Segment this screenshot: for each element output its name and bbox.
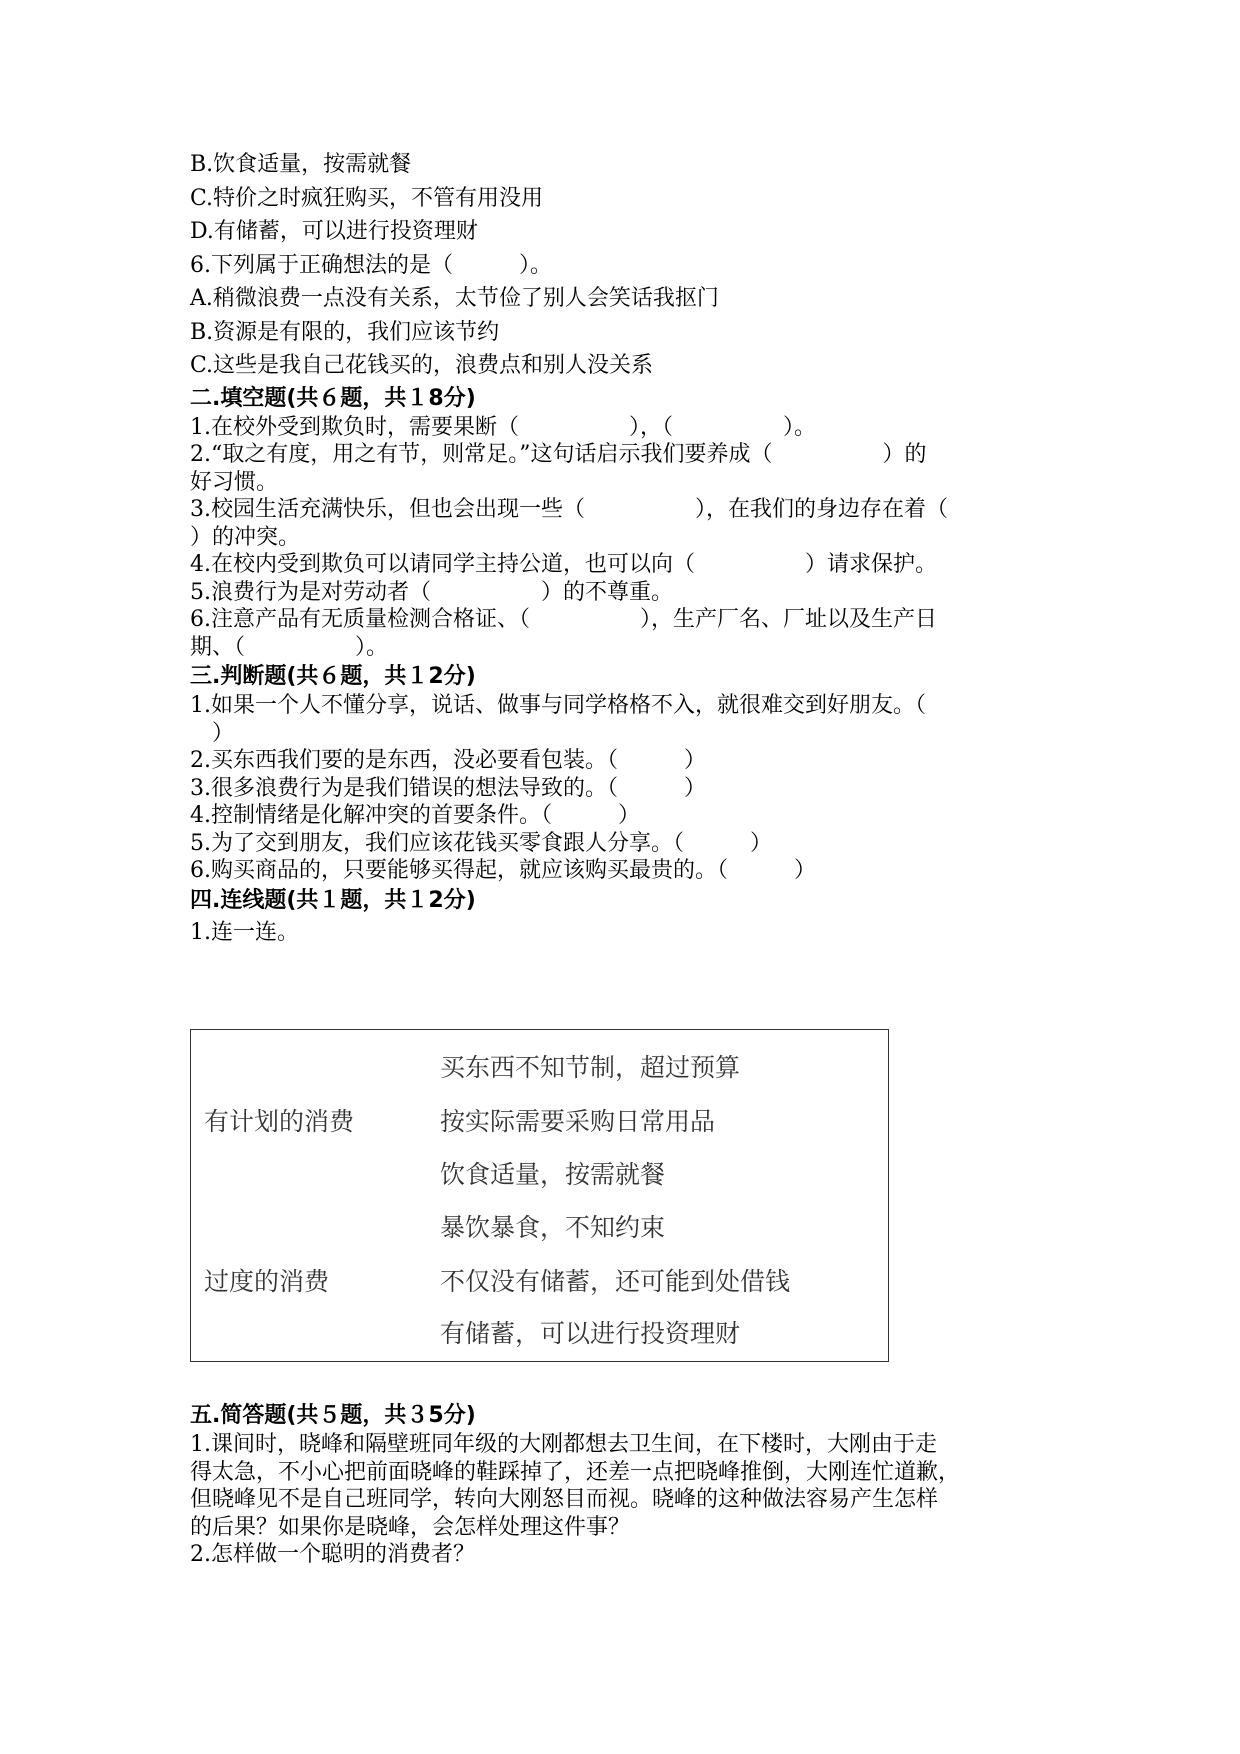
match-question: 1.连一连。 bbox=[190, 919, 299, 945]
judge-item-4: 4.控制情绪是化解冲突的首要条件。（ ） bbox=[190, 803, 640, 828]
section3-title: 三.判断题(共６题，共１2分) bbox=[190, 664, 476, 689]
match-right-4: 暴饮暴食，不知约束 bbox=[440, 1213, 666, 1242]
section5-items bbox=[190, 1431, 1060, 1569]
judge-item-5: 5.为了交到朋友，我们应该花钱买零食跟人分享。（ ） bbox=[190, 830, 772, 856]
judge-item-3: 3.很多浪费行为是我们错误的想法导致的。（ ） bbox=[190, 775, 706, 801]
q5-option-d: D.有储蓄，可以进行投资理财 bbox=[190, 219, 478, 244]
q6-stem: 6.下列属于正确想法的是（ ）。 bbox=[190, 252, 552, 278]
fill-item-6: 6.注意产品有无质量检测合格证、（ ），生产厂名、厂址以及生产日 bbox=[190, 607, 937, 632]
q6-option-a: A.稍微浪费一点没有关系，太节俭了别人会笑话我抠门 bbox=[190, 286, 719, 311]
q5-option-c: C.特价之时疯狂购买，不管有用没用 bbox=[190, 185, 544, 211]
short-q1-line-4: 的后果？如果你是晓峰，会怎样处理这件事？ bbox=[190, 1514, 631, 1540]
section5-title: 五.简答题(共５题，共３5分) bbox=[190, 1403, 476, 1428]
judge-item-2: 2.买东西我们要的是东西，没必要看包装。（ ） bbox=[190, 748, 706, 773]
q5-option-b: B.饮食适量，按需就餐 bbox=[190, 152, 412, 177]
match-right-1: 买东西不知节制，超过预算 bbox=[440, 1053, 741, 1082]
section5 bbox=[190, 1400, 1060, 1569]
match-right-6: 有储蓄，可以进行投资理财 bbox=[440, 1319, 741, 1348]
match-right-3: 饮食适量，按需就餐 bbox=[440, 1160, 666, 1189]
section2-items bbox=[190, 414, 1060, 662]
match-right-5: 不仅没有储蓄，还可能到处借钱 bbox=[440, 1267, 791, 1296]
match-left-2: 过度的消费 bbox=[204, 1267, 330, 1296]
judge-item-1: 1.如果一个人不懂分享，说话、做事与同学格格不入，就很难交到好朋友。（ bbox=[190, 693, 926, 718]
match-right-2: 按实际需要采购日常用品 bbox=[440, 1107, 716, 1136]
fill-item-6-cont: 期、（ ）。 bbox=[190, 634, 389, 660]
judge-item-1-cont: ） bbox=[190, 720, 235, 746]
section2-title: 二.填空题(共６题，共１8分) bbox=[190, 385, 476, 411]
section3-items bbox=[190, 692, 1060, 885]
worksheet-page bbox=[190, 148, 1060, 949]
fill-item-2-cont: 好习惯。 bbox=[190, 469, 279, 495]
fill-item-2: 2.“取之有度，用之有节，则常足。”这句话启示我们要养成（ ）的 bbox=[190, 442, 927, 467]
section4-title: 四.连线题(共１题，共１2分) bbox=[190, 887, 476, 913]
fill-item-3-cont: ）的冲突。 bbox=[190, 524, 301, 550]
match-left-1: 有计划的消费 bbox=[204, 1107, 355, 1136]
matching-box bbox=[190, 1029, 889, 1362]
q6-option-c: C.这些是我自己花钱买的，浪费点和别人没关系 bbox=[190, 353, 654, 378]
short-q1-line-1: 1.课间时，晓峰和隔壁班同年级的大刚都想去卫生间，在下楼时，大刚由于走 bbox=[190, 1432, 937, 1457]
short-q1-line-2: 得太急，不小心把前面晓峰的鞋踩掉了，还差一点把晓峰推倒，大刚连忙道歉， bbox=[190, 1459, 961, 1485]
q6-option-b: B.资源是有限的，我们应该节约 bbox=[190, 319, 500, 345]
fill-item-1: 1.在校外受到欺负时，需要果断（ ），（ ）。 bbox=[190, 414, 816, 440]
fill-item-3: 3.校园生活充满快乐，但也会出现一些（ ），在我们的身边存在着（ bbox=[190, 497, 948, 522]
short-q2: 2.怎样做一个聪明的消费者？ bbox=[190, 1542, 475, 1567]
fill-item-5: 5.浪费行为是对劳动者（ ）的不尊重。 bbox=[190, 579, 673, 605]
judge-item-6: 6.购买商品的，只要能够买得起，就应该购买最贵的。（ ） bbox=[190, 858, 816, 883]
short-q1-line-3: 但晓峰见不是自己班同学，转向大刚怒目而视。晓峰的这种做法容易产生怎样 bbox=[190, 1487, 939, 1512]
fill-item-4: 4.在校内受到欺负可以请同学主持公道，也可以向（ ）请求保护。 bbox=[190, 552, 937, 577]
